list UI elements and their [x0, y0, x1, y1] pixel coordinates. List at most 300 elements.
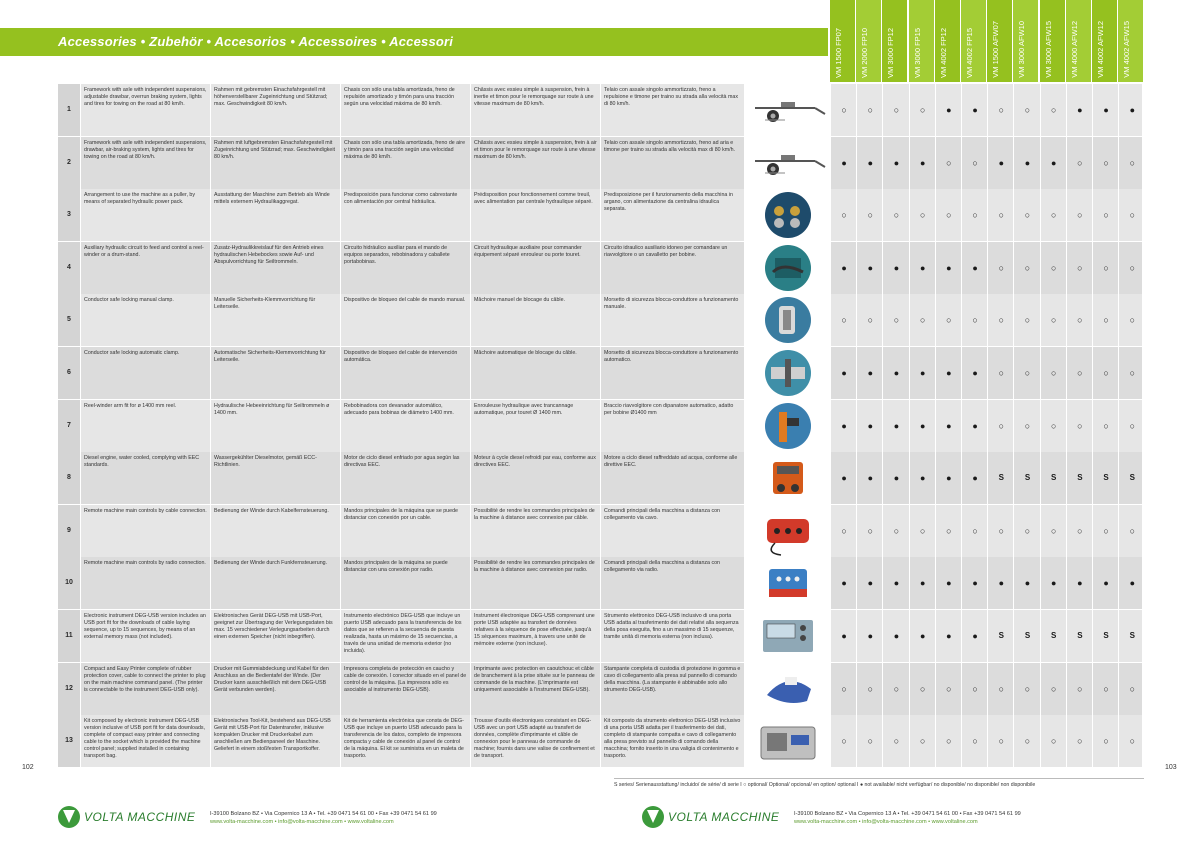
description-en: Framework with axle with independent suspensions, drawbar, air-braking system, lights and tires for towing on the road at 80 km/h.: [80, 137, 210, 189]
series-mark: S: [987, 610, 1014, 662]
series-mark: S: [1040, 610, 1067, 662]
optional-mark: ○: [909, 505, 936, 557]
model-column-header: [1092, 0, 1117, 82]
optional-mark: ○: [1013, 347, 1040, 399]
table-row: [58, 137, 1142, 189]
optional-mark: ○: [1013, 84, 1040, 136]
description-fr: Prédisposition pour fonctionnement comme treuil, avec alimentation par centrale hydraulique séparé.: [470, 189, 600, 241]
optional-mark: ○: [909, 294, 936, 346]
row-number: 2: [58, 137, 80, 189]
optional-mark: ○: [1092, 505, 1119, 557]
description-es: Impresora completa de protección en caucho y cable de conexión. I conector situado en el panel de control de la máquina. (La impresora sólo es asociable al instrumento DEG-USB).: [340, 663, 470, 715]
description-es: Instrumento electrónico DEG-USB que incluye un puerto USB adecuado para la transferencia de los datos que se refieren a la secuencia de puesta realizada, hasta un máximo de 15 secuencias, a través de una unidad de memoria exterior (no incluida).: [340, 610, 470, 662]
optional-mark: ○: [935, 715, 962, 767]
table-row: [58, 242, 1142, 294]
description-de: Automatische Sicherheits-Klemmvorrichtung für Leiterseile.: [210, 347, 340, 399]
optional-mark: ○: [909, 663, 936, 715]
description-fr: Enrouleuse hydraulique avec trancannage automatique, pour touret Ø 1400 mm.: [470, 400, 600, 452]
description-fr: Possibilité de rendre les commandes principales de la machine à distance avec connexion par câble.: [470, 505, 600, 557]
table-row: [58, 189, 1142, 241]
not-available-mark: ●: [935, 400, 962, 452]
footer-address: I-39100 Bolzano BZ • Via Copernico 13 A • Tel. +39 0471 54 61 00 • Fax +39 0471 54 61 99: [794, 811, 1021, 817]
optional-mark: ○: [1040, 347, 1067, 399]
description-en: Electronic instrument DEG-USB version includes an USB port fit for the downloads of cable laying sequence, up to 15 sequences, by means of an external memory mass (not included).: [80, 610, 210, 662]
not-available-mark: ●: [882, 242, 909, 294]
model-label: VM 3000 AFW15: [1043, 21, 1053, 78]
model-column-header: [830, 0, 855, 82]
description-de: Hydraulische Hebeeinrichtung für Seiltrommeln ø 1400 mm.: [210, 400, 340, 452]
row-number: 3: [58, 189, 80, 241]
optional-mark: ○: [987, 242, 1014, 294]
radio-remote-image: [744, 557, 831, 609]
description-en: Reel-winder arm fit for ø 1400 mm reel.: [80, 400, 210, 452]
optional-mark: ○: [1118, 137, 1145, 189]
page-title: Accessories • Zubehör • Accesorios • Accessoires • Accessori: [58, 34, 454, 49]
optional-mark: ○: [830, 505, 857, 557]
optional-mark: ○: [1092, 242, 1119, 294]
not-available-mark: ●: [1118, 557, 1145, 609]
optional-mark: ○: [1092, 715, 1119, 767]
description-it: Morsetto di sicurezza blocca-conduttore a funzionamento automatico.: [600, 347, 744, 399]
optional-mark: ○: [882, 663, 909, 715]
not-available-mark: ●: [1092, 84, 1119, 136]
optional-mark: ○: [1040, 189, 1067, 241]
model-label: VM 1500 FP07: [834, 27, 843, 78]
description-fr: Possibilité de rendre les commandes principales de la machine à distance avec connexion par radio.: [470, 557, 600, 609]
not-available-mark: ●: [909, 400, 936, 452]
description-fr: Trousse d'outils électroniques consistant en DEG-USB avec un port USB adapté au transfert de données, complète d'imprimante et câble de connexion pour le panneau de commande de machine; fournis dans une valise de confinement et de transport.: [470, 715, 600, 767]
description-en: Conductor safe locking manual clamp.: [80, 294, 210, 346]
not-available-mark: ●: [909, 242, 936, 294]
brand-name: VOLTA: [84, 810, 125, 824]
optional-mark: ○: [961, 505, 988, 557]
not-available-mark: ●: [909, 610, 936, 662]
optional-mark: ○: [830, 715, 857, 767]
optional-mark: ○: [1013, 505, 1040, 557]
page-number-left: 102: [22, 764, 34, 771]
optional-mark: ○: [1066, 347, 1093, 399]
optional-mark: ○: [1066, 242, 1093, 294]
optional-mark: ○: [1040, 242, 1067, 294]
optional-mark: ○: [1040, 663, 1067, 715]
optional-mark: ○: [1092, 294, 1119, 346]
description-fr: Moteur à cycle diesel refroidi par eau, conforme aux directives EEC.: [470, 452, 600, 504]
not-available-mark: ●: [1040, 137, 1067, 189]
printer-image: [744, 663, 831, 715]
description-de: Zusatz-Hydraulikkreislauf für den Antrieb eines hydraulischen Hebebockes sowie Auf- und Abspulvorrichtung für Seiltrommeln.: [210, 242, 340, 294]
description-de: Elektronisches Gerät DEG-USB mit USB-Port, geeignet zur Übertragung der Verlegungsdaten bis max. 15 verschiedener Verlegungsarbeiten durch einen externen Speicher (nicht inbegriffen).: [210, 610, 340, 662]
optional-mark: ○: [1066, 663, 1093, 715]
description-it: Stampante completa di custodia di protezione in gomma e cavo di collegamento alla presa sul pannello di comando della macchina. (La stampante è abbinabile solo allo strumento DEG-USB).: [600, 663, 744, 715]
description-en: Remote machine main controls by radio connection.: [80, 557, 210, 609]
series-mark: S: [1118, 452, 1145, 504]
optional-mark: ○: [987, 715, 1014, 767]
optional-mark: ○: [909, 189, 936, 241]
description-fr: Mâchoire manuel de blocage du câble.: [470, 294, 600, 346]
optional-mark: ○: [1013, 663, 1040, 715]
not-available-mark: ●: [935, 557, 962, 609]
optional-mark: ○: [882, 189, 909, 241]
not-available-mark: ●: [961, 400, 988, 452]
description-it: Telaio con assale singolo ammortizzato, freno ad aria e timone per traino su strada alla velocità max di 80 km/h.: [600, 137, 744, 189]
cable-remote-image: [744, 505, 831, 557]
optional-mark: ○: [961, 294, 988, 346]
not-available-mark: ●: [961, 84, 988, 136]
model-column-header: [856, 0, 881, 82]
description-it: Kit composto da strumento elettronico DEG-USB inclusivo di una porta USB adatta per il trasferimento dei dati, completo di stampante compatta e cavo di collegamento alla presa previsto sul pannello di comando della macchina; fornito inserito in una valigia di contenimento e trasporto.: [600, 715, 744, 767]
description-it: Braccio riavvolgitore con dipanatore automatico, adatto per bobine Ø1400 mm: [600, 400, 744, 452]
row-number: 10: [58, 557, 80, 609]
model-label: VM 4002 AFW15: [1122, 21, 1132, 78]
not-available-mark: ●: [935, 84, 962, 136]
section-banner: [0, 28, 828, 56]
model-column-header: [882, 0, 907, 82]
description-de: Elektronisches Tool-Kit, bestehend aus DEG-USB Gerät mit USB-Port für Datentransfer, inklusive kompakten Drucker mit Druckerkabel zum anschließen am Bedienpaneel der Maschine. Geliefert in einem stoßfesten Transportkoffer.: [210, 715, 340, 767]
model-label: VM 4000 AFW12: [1069, 21, 1079, 78]
optional-mark: ○: [1118, 715, 1145, 767]
description-de: Wassergekühlter Dieselmotor, gemäß ECC-Richtlinien.: [210, 452, 340, 504]
model-label: VM 1500 AFW07: [991, 21, 1001, 78]
description-es: Kit de herramienta electrónica que consta de DEG-USB que incluye un puerto USB adecuado para la transferencia de los datos, completo de impresora compacta y cable de conexión al panel de control de la máquina. El kit se suministra en un maleta de trasporto.: [340, 715, 470, 767]
description-en: Framework with axle with independent suspensions, adjustable drawbar, overrun braking system, lights and tires for towing on the road at 80 km/h.: [80, 84, 210, 136]
not-available-mark: ●: [1066, 557, 1093, 609]
optional-mark: ○: [935, 663, 962, 715]
optional-mark: ○: [909, 715, 936, 767]
brand-sub: MACCHINE: [711, 810, 780, 824]
description-en: Conductor safe locking automatic clamp.: [80, 347, 210, 399]
series-mark: S: [1013, 452, 1040, 504]
not-available-mark: ●: [856, 400, 883, 452]
not-available-mark: ●: [1118, 84, 1145, 136]
reel-winder-image: [744, 400, 831, 452]
not-available-mark: ●: [856, 557, 883, 609]
table-row: [58, 557, 1142, 609]
model-column-header: [1066, 0, 1091, 82]
description-en: Remote machine main controls by cable connection.: [80, 505, 210, 557]
optional-mark: ○: [830, 189, 857, 241]
not-available-mark: ●: [830, 557, 857, 609]
manual-clamp-image: [744, 294, 831, 346]
row-number: 8: [58, 452, 80, 504]
optional-mark: ○: [882, 294, 909, 346]
description-de: Manuelle Sicherheits-Klemmvorrichtung für Leiterseile.: [210, 294, 340, 346]
model-label: VM 3000 AFW10: [1017, 21, 1027, 78]
optional-mark: ○: [935, 137, 962, 189]
optional-mark: ○: [1040, 715, 1067, 767]
series-mark: S: [1040, 452, 1067, 504]
not-available-mark: ●: [961, 610, 988, 662]
description-de: Drucker mit Gummiabdeckung und Kabel für den Anschluss an die Bedientafel der Winde. (Der Drucker kann ausschließlich mit dem DEG-USB Gerät verbunden werden).: [210, 663, 340, 715]
description-fr: Châssis avec essieu simple à suspension, frein à inertie et timon pour le remorquage sur route à une vitesse maximum de 80 km/h.: [470, 84, 600, 136]
optional-mark: ○: [987, 505, 1014, 557]
row-number: 7: [58, 400, 80, 452]
not-available-mark: ●: [856, 452, 883, 504]
table-row: [58, 400, 1142, 452]
optional-mark: ○: [935, 505, 962, 557]
not-available-mark: ●: [909, 557, 936, 609]
not-available-mark: ●: [961, 347, 988, 399]
description-en: Kit composed by electronic instrument DEG-USB version inclusive of USB port fit for data downloads, complete of compact easy printer and connecting cable to the socket which is provided the machine control panel; supplied installed in containing transport bag.: [80, 715, 210, 767]
not-available-mark: ●: [830, 347, 857, 399]
not-available-mark: ●: [909, 137, 936, 189]
optional-mark: ○: [830, 84, 857, 136]
optional-mark: ○: [1118, 189, 1145, 241]
optional-mark: ○: [1092, 189, 1119, 241]
description-de: Rahmen mit gebremsten Einachsfahrgestell mit höhenverstellbarer Zugeinrichtung und Stützrad; max. Geschwindigkeit 80 km/h.: [210, 84, 340, 136]
description-es: Dispositivo de bloqueo del cable de mando manual.: [340, 294, 470, 346]
description-es: Rebobinadora con devanador automático, adecuado para bobinas de diámetro 1400 mm.: [340, 400, 470, 452]
not-available-mark: ●: [961, 557, 988, 609]
description-es: Motor de ciclo diesel enfriado por agua según las directivas EEC.: [340, 452, 470, 504]
optional-mark: ○: [909, 84, 936, 136]
description-en: Compact and Easy Printer complete of rubber protection cover, cable to connect the printer to plug on the main machine command panel. (The printer is connectable to the instrument DEG-USB only).: [80, 663, 210, 715]
optional-mark: ○: [1092, 137, 1119, 189]
optional-mark: ○: [856, 189, 883, 241]
not-available-mark: ●: [961, 242, 988, 294]
description-fr: Imprimante avec protection en caoutchouc et câble de branchement à la prise située sur le panneau de commande de la machine. (L'imprimante est uniquement associable à l'instrument DEG-USB).: [470, 663, 600, 715]
not-available-mark: ●: [987, 137, 1014, 189]
optional-mark: ○: [1013, 715, 1040, 767]
optional-mark: ○: [1118, 294, 1145, 346]
row-number: 5: [58, 294, 80, 346]
model-label: VM 2000 FP10: [860, 27, 870, 78]
not-available-mark: ●: [987, 557, 1014, 609]
description-es: Mandos principales de la máquina que se puede distanciar con conexión por un cable.: [340, 505, 470, 557]
optional-mark: ○: [1066, 715, 1093, 767]
footer-web[interactable]: www.volta-macchine.com • info@volta-macchine.com • www.voltaline.com: [210, 819, 394, 825]
not-available-mark: ●: [830, 400, 857, 452]
automatic-clamp-image: [744, 347, 831, 399]
row-number: 4: [58, 242, 80, 294]
model-label: VM 4002 FP12: [938, 27, 948, 78]
not-available-mark: ●: [882, 610, 909, 662]
optional-mark: ○: [987, 347, 1014, 399]
optional-mark: ○: [830, 663, 857, 715]
not-available-mark: ●: [830, 452, 857, 504]
table-row: [58, 663, 1142, 715]
model-label: VM 4002 FP15: [965, 27, 974, 78]
optional-mark: ○: [1118, 347, 1145, 399]
optional-mark: ○: [1092, 663, 1119, 715]
optional-mark: ○: [856, 715, 883, 767]
row-number: 12: [58, 663, 80, 715]
trailer-chassis-image: [744, 84, 831, 136]
row-number: 11: [58, 610, 80, 662]
optional-mark: ○: [1040, 294, 1067, 346]
not-available-mark: ●: [935, 347, 962, 399]
row-number: 6: [58, 347, 80, 399]
optional-mark: ○: [935, 189, 962, 241]
optional-mark: ○: [987, 189, 1014, 241]
page-number-right: 103: [1165, 764, 1177, 771]
not-available-mark: ●: [830, 242, 857, 294]
model-column-header: [935, 0, 960, 82]
description-de: Rahmen mit luftgebremsten Einachsfahrgestell mit Zugeinrichtung und Stützrad; max. Geschwindigkeit 80 km/h.: [210, 137, 340, 189]
model-column-header: [961, 0, 986, 82]
volta-logo: [58, 806, 196, 828]
electronic-instrument-image: [744, 610, 831, 662]
optional-mark: ○: [987, 84, 1014, 136]
optional-mark: ○: [856, 294, 883, 346]
not-available-mark: ●: [856, 347, 883, 399]
description-it: Motore a ciclo diesel raffreddato ad acqua, conforme alle direttive EEC.: [600, 452, 744, 504]
not-available-mark: ●: [909, 452, 936, 504]
description-en: Auxiliary hydraulic circuit to feed and control a reel-winder or a drum-stand.: [80, 242, 210, 294]
optional-mark: ○: [987, 663, 1014, 715]
optional-mark: ○: [961, 137, 988, 189]
optional-mark: ○: [1066, 505, 1093, 557]
description-it: Comandi principali della macchina a distanza con collegamento via radio.: [600, 557, 744, 609]
optional-mark: ○: [856, 84, 883, 136]
optional-mark: ○: [1040, 400, 1067, 452]
optional-mark: ○: [1040, 84, 1067, 136]
model-header: [830, 0, 1200, 82]
description-fr: Châssis avec essieu simple à suspension, frein à air et timon pour le remorquage sur route à une vitesse maximum de 80 km/h.: [470, 137, 600, 189]
optional-mark: ○: [1118, 505, 1145, 557]
table-row: [58, 452, 1142, 504]
table-row: [58, 610, 1142, 662]
optional-mark: ○: [961, 663, 988, 715]
optional-mark: ○: [1118, 400, 1145, 452]
not-available-mark: ●: [830, 610, 857, 662]
row-number: 13: [58, 715, 80, 767]
model-label: VM 3000 FP12: [886, 27, 896, 78]
optional-mark: ○: [1092, 347, 1119, 399]
description-it: Strumento elettronico DEG-USB inclusivo di una porta USB adatta al trasferimento dei dati relativi alla sequenza della posa eseguita, fino a un massimo di 15 sequenze, tramite unità di memoria esterna (non inclusa).: [600, 610, 744, 662]
not-available-mark: ●: [882, 400, 909, 452]
description-de: Bedienung der Winde durch Funkfernsteuerung.: [210, 557, 340, 609]
brand-sub: MACCHINE: [127, 810, 196, 824]
table-row: [58, 294, 1142, 346]
volta-logo: [642, 806, 780, 828]
optional-mark: ○: [1118, 663, 1145, 715]
not-available-mark: ●: [935, 452, 962, 504]
not-available-mark: ●: [935, 610, 962, 662]
optional-mark: ○: [1066, 137, 1093, 189]
hydraulic-connectors-image: [744, 189, 831, 241]
model-label: VM 3000 FP15: [912, 27, 922, 78]
model-column-header: [1118, 0, 1143, 82]
optional-mark: ○: [882, 715, 909, 767]
row-number: 1: [58, 84, 80, 136]
description-it: Circuito idraulico ausiliario idoneo per comandare un riavvolgitore o un cavalletto per bobine.: [600, 242, 744, 294]
table-row: [58, 84, 1142, 136]
not-available-mark: ●: [1013, 557, 1040, 609]
optional-mark: ○: [1118, 242, 1145, 294]
optional-mark: ○: [987, 400, 1014, 452]
optional-mark: ○: [1013, 294, 1040, 346]
not-available-mark: ●: [961, 452, 988, 504]
optional-mark: ○: [1013, 189, 1040, 241]
optional-mark: ○: [1066, 294, 1093, 346]
not-available-mark: ●: [856, 137, 883, 189]
not-available-mark: ●: [1040, 557, 1067, 609]
footer-address: I-39100 Bolzano BZ • Via Copernico 13 A • Tel. +39 0471 54 61 00 • Fax +39 0471 54 61 99: [210, 811, 437, 817]
description-fr: Mâchoire automatique de blocage du câble.: [470, 347, 600, 399]
description-fr: Circuit hydraulique auxiliaire pour commander équipement séparé enrouleur ou porte touret.: [470, 242, 600, 294]
diesel-engine-image: [744, 452, 831, 504]
optional-mark: ○: [935, 294, 962, 346]
not-available-mark: ●: [882, 452, 909, 504]
volta-logo-icon: [642, 806, 664, 828]
series-mark: S: [1066, 610, 1093, 662]
model-column-header: [1040, 0, 1065, 82]
description-it: Morsetto di sicurezza blocca-conduttore a funzionamento manuale.: [600, 294, 744, 346]
row-number: 9: [58, 505, 80, 557]
footer-web[interactable]: www.volta-macchine.com • info@volta-macchine.com • www.voltaline.com: [794, 819, 978, 825]
brand-name: VOLTA: [668, 810, 709, 824]
table-row: [58, 505, 1142, 557]
series-mark: S: [1066, 452, 1093, 504]
table-row: [58, 347, 1142, 399]
not-available-mark: ●: [909, 347, 936, 399]
optional-mark: ○: [882, 505, 909, 557]
series-mark: S: [1092, 452, 1119, 504]
optional-mark: ○: [961, 189, 988, 241]
description-es: Predisposición para funcionar como cabrestante con alimentación por central hidráulica.: [340, 189, 470, 241]
not-available-mark: ●: [882, 557, 909, 609]
optional-mark: ○: [1013, 242, 1040, 294]
model-column-header: [909, 0, 934, 82]
optional-mark: ○: [1066, 189, 1093, 241]
optional-mark: ○: [856, 505, 883, 557]
description-es: Dispositivo de bloqueo del cable de intervención automática.: [340, 347, 470, 399]
table-row: [58, 715, 1142, 767]
description-es: Chasis con sólo una tabla amortizada, freno de aire y timón para una tracción según una velocidad máxima de 80 km/h.: [340, 137, 470, 189]
series-mark: S: [987, 452, 1014, 504]
description-es: Circuito hidráulico auxiliar para el mando de equipos separados, rebobinadora y caballete portabobinas.: [340, 242, 470, 294]
trailer-chassis-air-image: [744, 137, 831, 189]
not-available-mark: ●: [856, 610, 883, 662]
not-available-mark: ●: [1092, 557, 1119, 609]
volta-logo-icon: [58, 806, 80, 828]
optional-mark: ○: [1013, 400, 1040, 452]
transport-case-kit-image: [744, 715, 831, 767]
hydraulic-circuit-image: [744, 242, 831, 294]
optional-mark: ○: [856, 663, 883, 715]
series-mark: S: [1118, 610, 1145, 662]
model-column-header: [987, 0, 1012, 82]
not-available-mark: ●: [882, 347, 909, 399]
description-es: Chasis con sólo una tabla amortizada, freno de repulsión amortizado y timón para una tracción según una velocidad máxima de 80 km/h.: [340, 84, 470, 136]
optional-mark: ○: [1066, 400, 1093, 452]
not-available-mark: ●: [935, 242, 962, 294]
description-de: Bedienung der Winde durch Kabelfernsteuerung.: [210, 505, 340, 557]
not-available-mark: ●: [830, 137, 857, 189]
optional-mark: ○: [882, 84, 909, 136]
optional-mark: ○: [987, 294, 1014, 346]
model-label: VM 4002 AFW12: [1096, 21, 1105, 78]
model-column-header: [1013, 0, 1038, 82]
optional-mark: ○: [830, 294, 857, 346]
description-de: Ausstattung der Maschine zum Betrieb als Winde mittels externem Hydraulikaggregat.: [210, 189, 340, 241]
description-it: Comandi principali della macchina a distanza con collegamento via cavo.: [600, 505, 744, 557]
not-available-mark: ●: [1066, 84, 1093, 136]
description-en: Diesel engine, water cooled, complying with EEC standards.: [80, 452, 210, 504]
series-mark: S: [1013, 610, 1040, 662]
not-available-mark: ●: [1013, 137, 1040, 189]
series-mark: S: [1092, 610, 1119, 662]
description-it: Telaio con assale singolo ammortizzato, freno a repulsione e timone per traino su strada alla velocità max di 80 km/h.: [600, 84, 744, 136]
legend: S series/ Serienausstattung/ incluido/ de série/ di serie I ○ optional/ Optional/ opcional/ en option/ optional I ● not available/ nicht verfügbar/ no disponible/ no disponible/ non disponibile: [614, 778, 1144, 788]
description-fr: Instrument électronique DEG-USB comprenant une porte USB adaptée au transfert de données relatives à la séquence de pose effectuée, jusqu'à 15 séquences maximum, à travers une unité de mémoire externe (non incluse).: [470, 610, 600, 662]
optional-mark: ○: [1040, 505, 1067, 557]
description-en: Arrangement to use the machine as a puller, by means of separated hydraulic power pack.: [80, 189, 210, 241]
optional-mark: ○: [1092, 400, 1119, 452]
not-available-mark: ●: [856, 242, 883, 294]
description-es: Mandos principales de la máquina se puede distanciar con una conexión por radio.: [340, 557, 470, 609]
description-it: Predisposizione per il funzionamento della macchina in argano, con alimentazione da centralina idraulica separata.: [600, 189, 744, 241]
